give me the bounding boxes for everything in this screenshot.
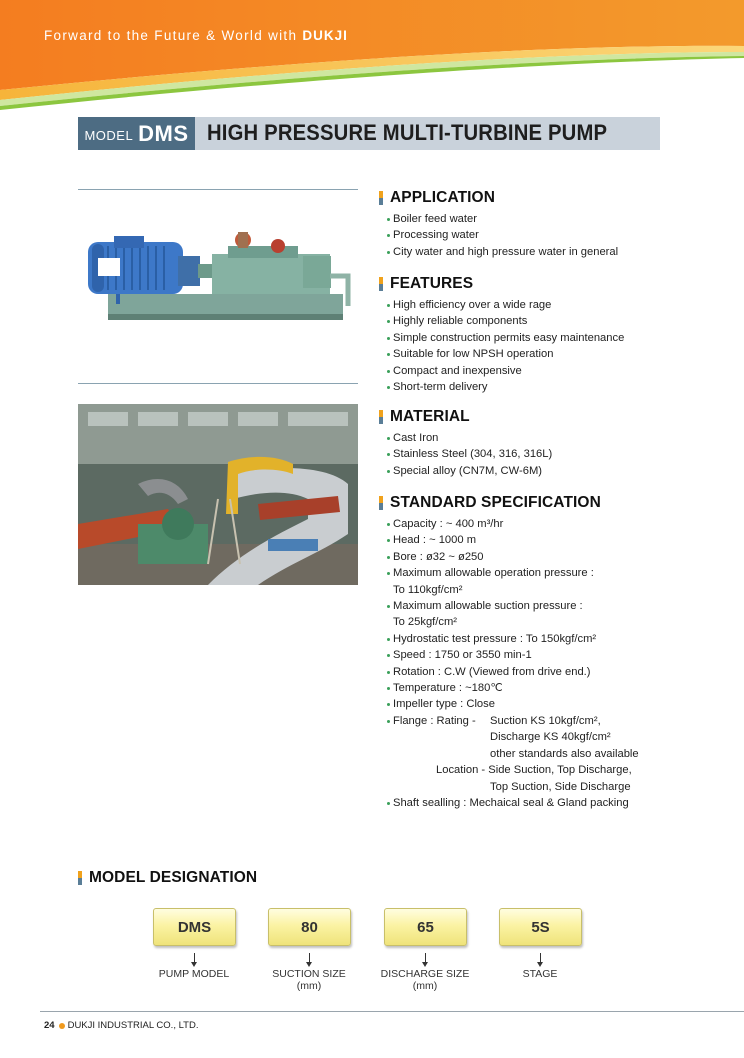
factory-installation-photo bbox=[78, 404, 358, 585]
model-word: MODEL bbox=[84, 127, 134, 143]
flange-rating-2: Discharge KS 40kgf/cm² bbox=[490, 731, 611, 744]
model-code: DMS bbox=[138, 120, 189, 146]
pump-unit-photo bbox=[78, 196, 358, 376]
list-item: Stainless Steel (304, 316, 316L) bbox=[379, 446, 699, 462]
list-item: Highly reliable components bbox=[379, 313, 699, 329]
divider bbox=[78, 189, 358, 190]
spec-capacity: Capacity : ~ 400 m³/hr bbox=[379, 516, 699, 532]
product-title-bar bbox=[78, 117, 660, 150]
designation-box-pump-model: DMS bbox=[153, 908, 236, 946]
list-item: Suitable for low NPSH operation bbox=[379, 346, 699, 362]
designation-label: SUCTION SIZE (mm) bbox=[272, 968, 346, 992]
spec-impeller: Impeller type : Close bbox=[379, 696, 699, 712]
spec-head: Head : ~ 1000 m bbox=[379, 532, 699, 548]
divider bbox=[78, 383, 358, 384]
material-list bbox=[379, 430, 699, 479]
features-list bbox=[379, 297, 699, 395]
spec-operation-pressure-value: To 110kgf/cm² bbox=[393, 583, 463, 596]
model-designation-heading bbox=[78, 868, 257, 888]
spec-temperature: Temperature : ~180℃ bbox=[379, 680, 699, 696]
list-item: Simple construction permits easy maintenance bbox=[379, 330, 699, 346]
list-item: Special alloy (CN7M, CW-6M) bbox=[379, 463, 699, 479]
location-1: Side Suction, Top Discharge, bbox=[488, 764, 632, 777]
tagline: Forward to the Future & World with DUKJI bbox=[44, 28, 348, 43]
section-title: MATERIAL bbox=[390, 408, 470, 425]
spec-operation-pressure: Maximum allowable operation pressure : bbox=[379, 565, 699, 581]
section-title: FEATURES bbox=[390, 275, 474, 292]
designation-box-stage: 5S bbox=[499, 908, 582, 946]
location-label: Location - bbox=[436, 764, 486, 777]
spec-suction-pressure: Maximum allowable suction pressure : bbox=[379, 598, 699, 614]
section-title: APPLICATION bbox=[390, 189, 496, 206]
bullet-dot-icon bbox=[59, 1023, 65, 1029]
header-banner bbox=[0, 0, 744, 110]
spec-flange bbox=[379, 713, 699, 729]
features-section bbox=[379, 274, 699, 395]
designation-box-suction-size: 80 bbox=[268, 908, 351, 946]
spec-suction-pressure-value: To 25kgf/cm² bbox=[393, 616, 458, 629]
section-marker-icon bbox=[379, 191, 383, 205]
section-marker-icon bbox=[78, 871, 82, 885]
section-title: STANDARD SPECIFICATION bbox=[390, 494, 601, 511]
location-2: Top Suction, Side Discharge bbox=[490, 780, 631, 793]
spec-hydrostatic: Hydrostatic test pressure : To 150kgf/cm² bbox=[379, 631, 699, 647]
section-marker-icon bbox=[379, 496, 383, 510]
spec-speed: Speed : 1750 or 3550 min-1 bbox=[379, 647, 699, 663]
flange-label: Flange : Rating - bbox=[393, 714, 476, 727]
down-arrow-icon bbox=[309, 953, 310, 963]
down-arrow-icon bbox=[194, 953, 195, 963]
section-marker-icon bbox=[379, 277, 383, 291]
designation-box-discharge-size: 65 bbox=[384, 908, 467, 946]
spec-shaft-sealing: Shaft sealling : Mechaical seal & Gland packing bbox=[379, 795, 699, 811]
down-arrow-icon bbox=[540, 953, 541, 963]
list-item: City water and high pressure water in general bbox=[379, 244, 699, 260]
list-item: Boiler feed water bbox=[379, 211, 699, 227]
specification-section bbox=[379, 493, 699, 811]
product-title: HIGH PRESSURE MULTI-TURBINE PUMP bbox=[207, 120, 608, 145]
section-title: MODEL DESIGNATION bbox=[89, 869, 258, 886]
banner-swoosh-graphic bbox=[0, 0, 744, 110]
application-list bbox=[379, 211, 699, 260]
flange-rating-3: other standards also available bbox=[490, 747, 639, 760]
list-item: High efficiency over a wide rage bbox=[379, 297, 699, 313]
company-name: DUKJI INDUSTRIAL CO., LTD. bbox=[67, 1020, 199, 1031]
footer-divider bbox=[40, 1011, 744, 1012]
specification-list bbox=[379, 516, 699, 811]
application-section bbox=[379, 188, 699, 260]
designation-label: STAGE bbox=[522, 968, 558, 980]
model-badge bbox=[78, 117, 195, 150]
page-number: 24 bbox=[44, 1020, 55, 1031]
material-section bbox=[379, 407, 699, 479]
list-item: Compact and inexpensive bbox=[379, 363, 699, 379]
list-item: Processing water bbox=[379, 227, 699, 243]
page-footer bbox=[44, 1020, 198, 1031]
spec-bore: Bore : ø32 ~ ø250 bbox=[379, 549, 699, 565]
spec-location bbox=[379, 762, 699, 778]
spec-rotation: Rotation : C.W (Viewed from drive end.) bbox=[379, 664, 699, 680]
designation-label: PUMP MODEL bbox=[158, 968, 230, 980]
model-designation-diagram bbox=[0, 908, 744, 998]
flange-rating-1: Suction KS 10kgf/cm², bbox=[490, 714, 601, 727]
section-marker-icon bbox=[379, 410, 383, 424]
down-arrow-icon bbox=[425, 953, 426, 963]
list-item: Short-term delivery bbox=[379, 379, 699, 395]
brand-name: DUKJI bbox=[302, 28, 348, 43]
designation-label: DISCHARGE SIZE (mm) bbox=[380, 968, 470, 992]
list-item: Cast Iron bbox=[379, 430, 699, 446]
